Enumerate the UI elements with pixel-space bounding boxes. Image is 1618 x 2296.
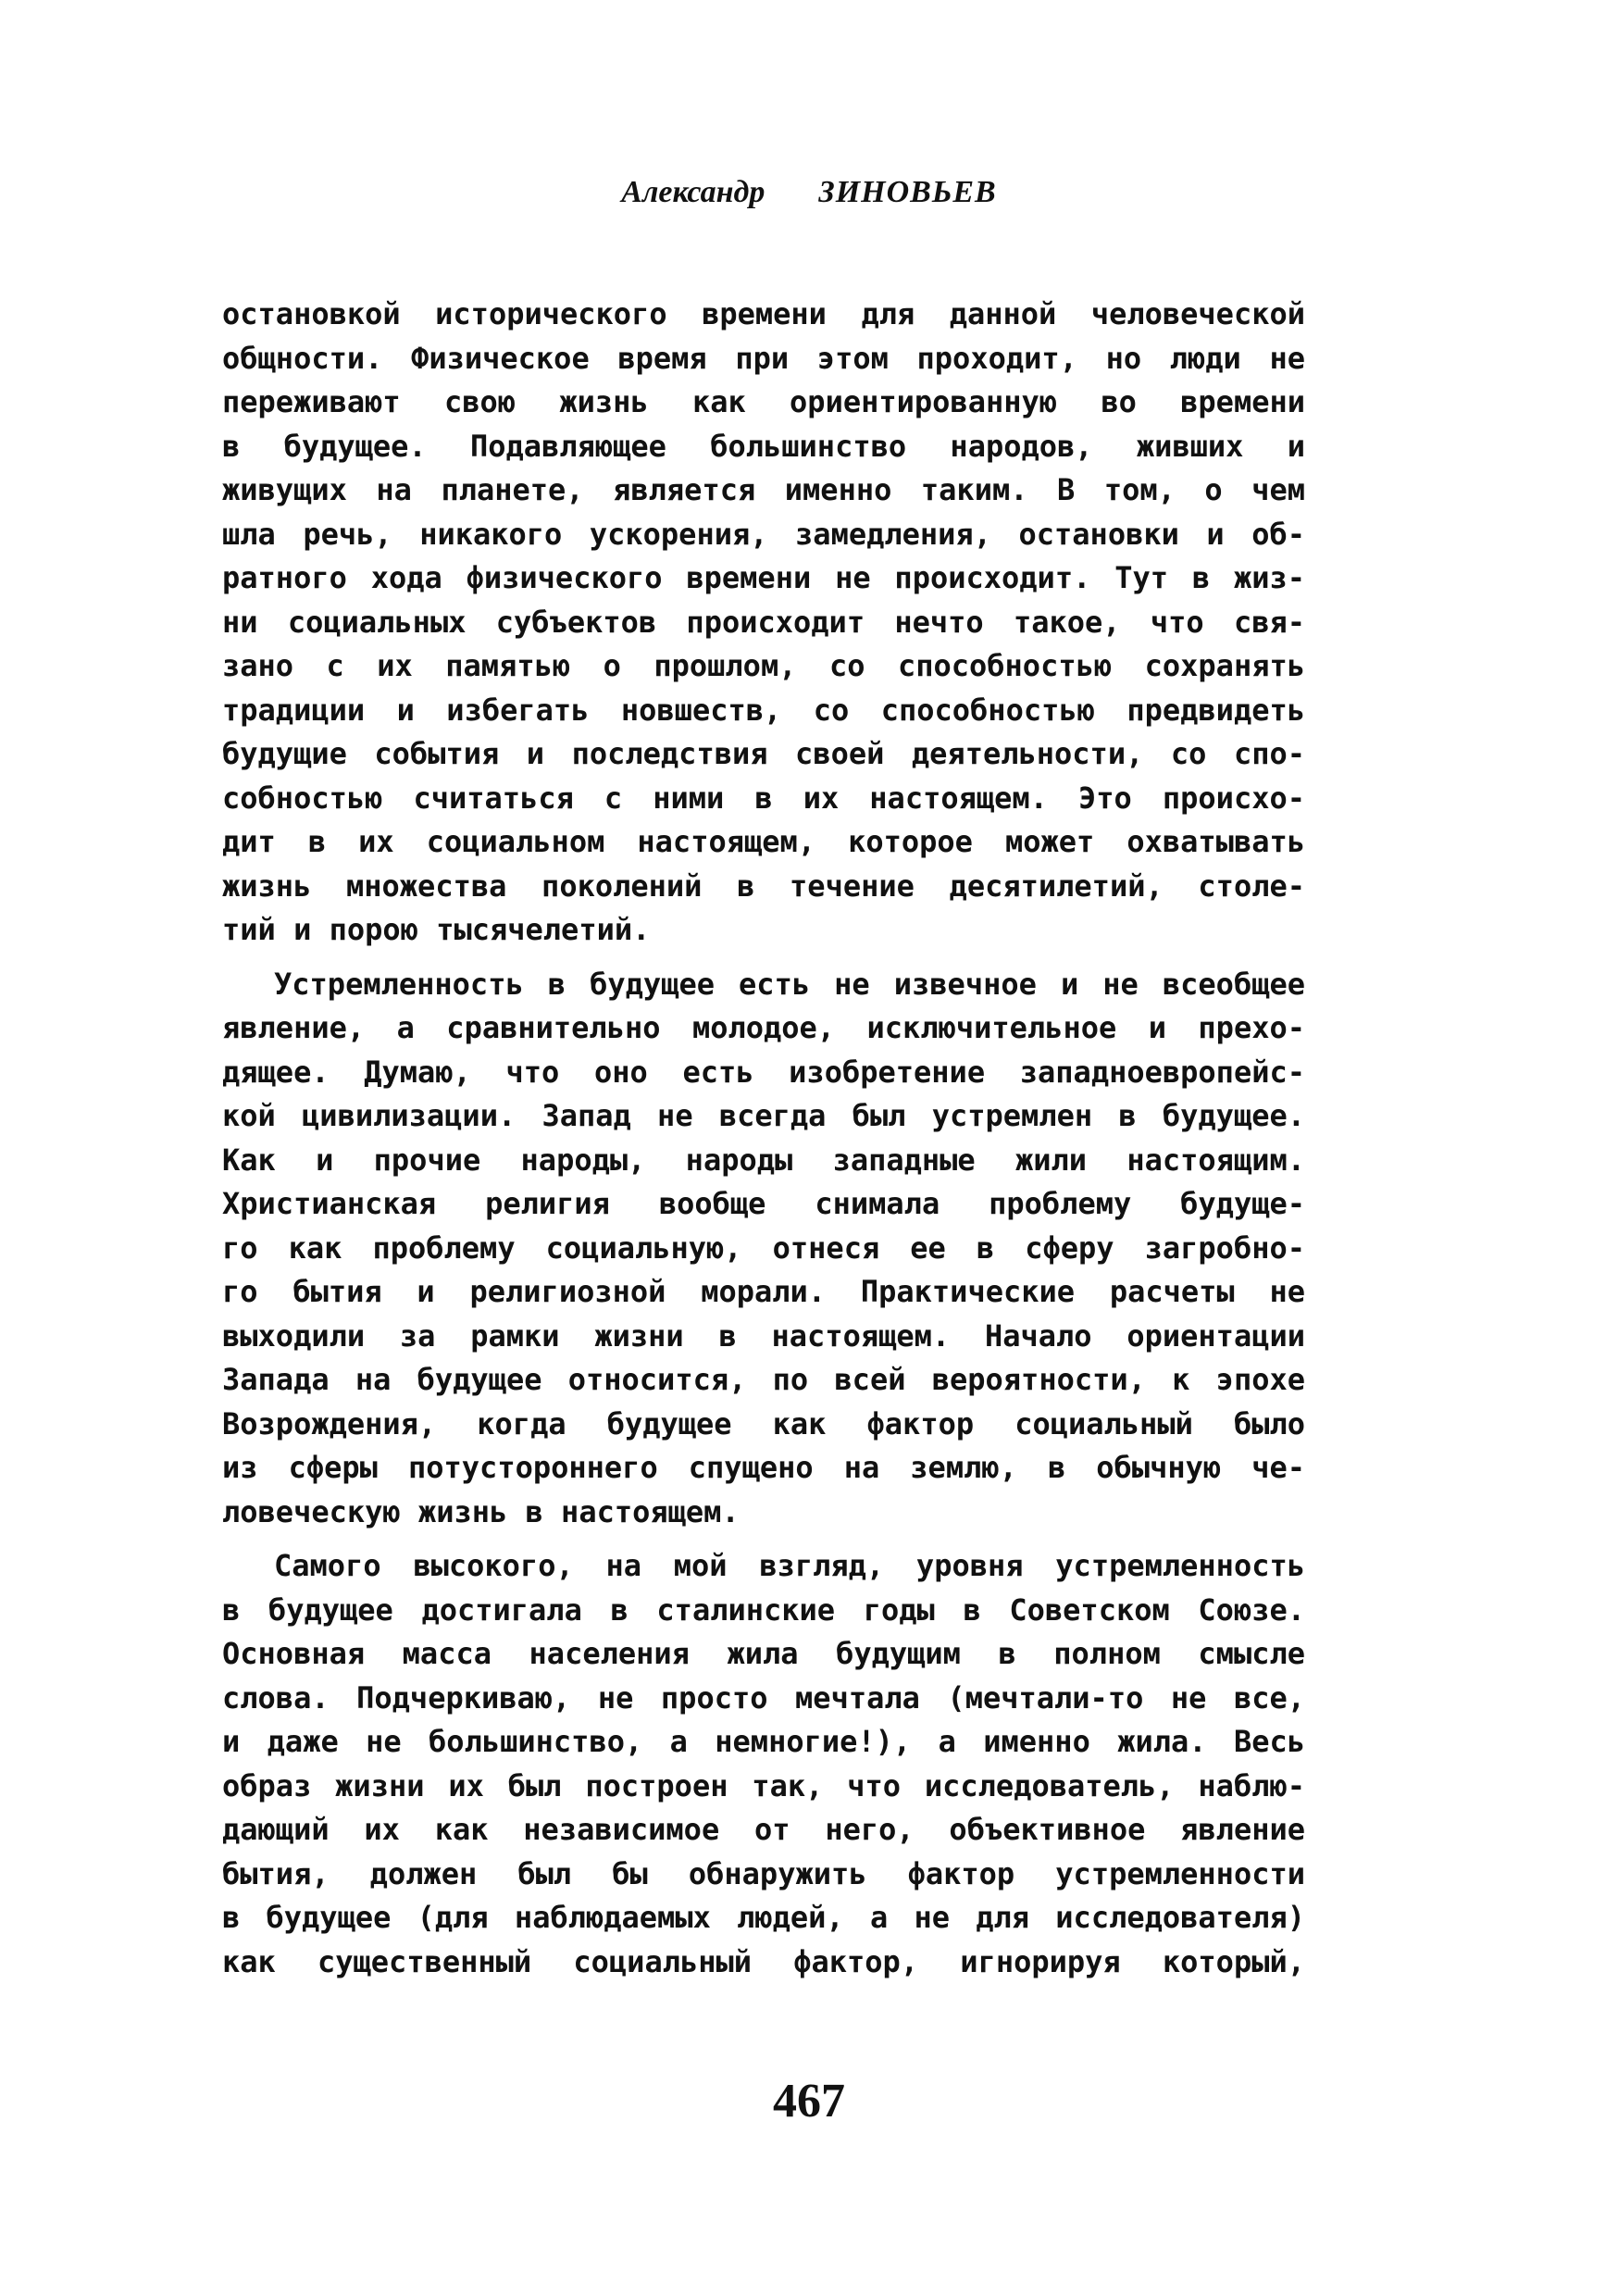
text-line: Возрождения, когда будущее как фактор социальный было	[222, 1405, 1305, 1441]
text-line: Основная масса населения жила будущим в полном смысле	[222, 1636, 1305, 1671]
text-line: Устремленность в будущее есть не извечное и не всеобщее	[274, 966, 1305, 1002]
text-line: традиции и избегать новшеств, со способностью предвидеть	[222, 692, 1305, 728]
text-line: дящее. Думаю, что оно есть изобретение западноевропейс-	[222, 1054, 1305, 1090]
page-number: 467	[773, 2075, 845, 2128]
text-line: слова. Подчеркиваю, не просто мечтала (мечтали-то не все,	[222, 1679, 1305, 1716]
text-line: переживают свою жизнь как ориентированную во времени	[222, 384, 1305, 419]
text-line: го как проблему социальную, отнеся ее в сферу загробно-	[222, 1229, 1305, 1266]
running-head	[0, 174, 1618, 211]
text-line: жизнь множества поколений в течение десятилетий, столе-	[222, 867, 1305, 904]
text-line: общности. Физическое время при этом проходит, но люди не	[222, 340, 1305, 376]
text-line: кой цивилизации. Запад не всегда был устремлен в будущее.	[222, 1098, 1305, 1133]
text-line: ловеческую жизнь в настоящем.	[222, 1493, 740, 1529]
text-line: из сферы потустороннего спущено на землю, в обычную че-	[222, 1450, 1305, 1485]
text-line: в будущее. Подавляющее большинство народов, живших и	[222, 428, 1305, 464]
text-line: дающий их как независимое от него, объективное явление	[222, 1812, 1305, 1847]
text-line: Как и прочие народы, народы западные жили настоящим.	[222, 1142, 1305, 1178]
text-line: бытия, должен был бы обнаружить фактор устремленности	[222, 1855, 1305, 1891]
text-line: Запада на будущее относится, по всей вероятности, к эпохе	[222, 1362, 1305, 1397]
text-line: будущие события и последствия своей деятельности, со спо-	[222, 736, 1305, 771]
text-line: дит в их социальном настоящем, которое может охватывать	[222, 824, 1305, 859]
text-line: остановкой исторического времени для данной человеческой	[222, 296, 1305, 331]
body-text	[222, 293, 1305, 1984]
text-line: выходили за рамки жизни в настоящем. Начало ориентации	[222, 1317, 1305, 1354]
text-line: го бытия и религиозной морали. Практические расчеты не	[222, 1274, 1305, 1309]
author-last-name: ЗИНОВЬЕВ	[818, 175, 997, 209]
paragraph	[222, 1544, 1305, 1984]
text-line: Самого высокого, на мой взгляд, уровня устремленность	[274, 1548, 1305, 1583]
text-line: собностью считаться с ними в их настоящем. Это происхо-	[222, 780, 1305, 816]
text-line: образ жизни их был построен так, что исследователь, наблю-	[222, 1767, 1305, 1803]
text-line: Христианская религия вообще снимала проблему будуще-	[222, 1186, 1305, 1221]
text-line: ни социальных субъектов происходит нечто такое, что свя-	[222, 604, 1305, 640]
text-line: явление, а сравнительно молодое, исключительное и прехо-	[222, 1010, 1305, 1045]
text-line: и даже не большинство, а немногие!), а именно жила. Весь	[222, 1724, 1305, 1759]
text-line: шла речь, никакого ускорения, замедления, остановки и об-	[222, 516, 1305, 552]
text-line: ратного хода физического времени не происходит. Тут в жиз-	[222, 560, 1305, 595]
text-line: живущих на планете, является именно таким. В том, о чем	[222, 472, 1305, 507]
text-line: зано с их памятью о прошлом, со способностью сохранять	[222, 648, 1305, 683]
paragraph	[222, 963, 1305, 1535]
author-first-name: Александр	[621, 175, 765, 209]
text-line: в будущее (для наблюдаемых людей, а не для исследователя)	[222, 1900, 1305, 1935]
text-line: в будущее достигала в сталинские годы в Советском Союзе.	[222, 1591, 1305, 1628]
text-line: тий и порою тысячелетий.	[222, 912, 651, 947]
paragraph	[222, 293, 1305, 953]
text-line: как существенный социальный фактор, игнорируя который,	[222, 1943, 1305, 1979]
